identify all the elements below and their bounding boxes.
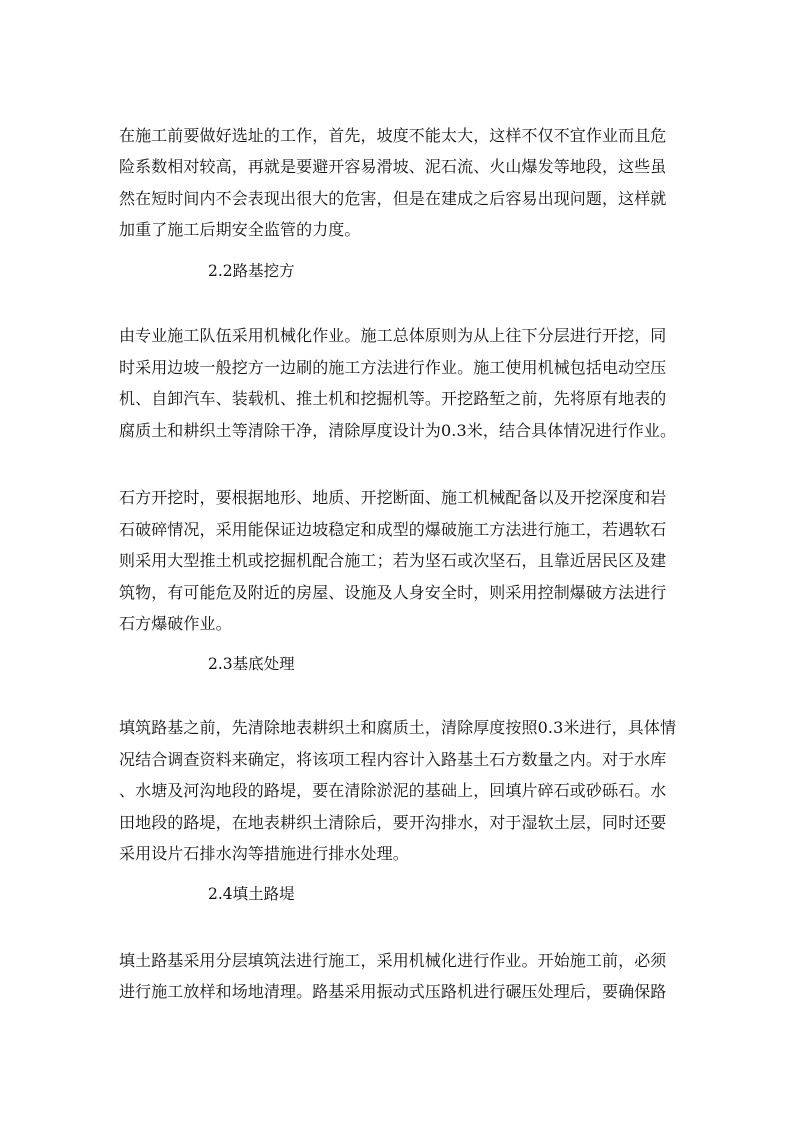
- section-heading-2-2: 2.2路基挖方: [208, 262, 295, 280]
- text-line: 石方开挖时，要根据地形、地质、开挖断面、施工机械配备以及开挖深度和岩: [119, 488, 667, 507]
- text-line: 填土路基采用分层填筑法进行施工，采用机械化进行作业。开始施工前，必须: [119, 951, 667, 970]
- text-line: 进行施工放样和场地清理。路基采用振动式压路机进行碾压处理后，要确保路: [119, 982, 667, 1001]
- text-line: 在施工前要做好选址的工作，首先，坡度不能太大，这样不仅不宜作业而且危: [119, 126, 667, 145]
- text-line: 采用设片石排水沟等措施进行排水处理。: [119, 844, 409, 863]
- text-line: 、水塘及河沟地段的路堤，要在清除淤泥的基础上，回填片碎石或砂砾石。水: [119, 781, 667, 800]
- text-line: 石方爆破作业。: [119, 614, 232, 633]
- text-line: 况结合调查资料来确定，将该项工程内容计入路基土石方数量之内。对于水库: [119, 750, 667, 769]
- text-line: 填筑路基之前，先清除地表耕织土和腐质土，清除厚度按照0.3米进行，具体情: [119, 718, 677, 737]
- text-line: 筑物，有可能危及附近的房屋、设施及人身安全时，则采用控制爆破方法进行: [119, 583, 667, 602]
- text-line: 加重了施工后期安全监管的力度。: [119, 220, 361, 239]
- text-line: 则采用大型推土机或挖掘机配合施工；若为坚石或次坚石，且靠近居民区及建: [119, 551, 667, 570]
- text-line: 田地段的路堤，在地表耕织土清除后，要开沟排水，对于湿软土层，同时还要: [119, 813, 667, 832]
- text-line: 险系数相对较高，再就是要避开容易滑坡、泥石流、火山爆发等地段，这些虽: [119, 157, 667, 176]
- section-heading-2-4: 2.4填土路堤: [208, 885, 295, 903]
- section-heading-2-3: 2.3基底处理: [208, 655, 295, 673]
- text-line: 时采用边坡一般挖方一边刷的施工方法进行作业。施工使用机械包括电动空压: [119, 358, 667, 377]
- text-line: 由专业施工队伍采用机械化作业。施工总体原则为从上往下分层进行开挖，同: [119, 326, 667, 345]
- text-line: 机、自卸汽车、装载机、推土机和挖掘机等。开挖路堑之前，先将原有地表的: [119, 389, 667, 408]
- text-line: 然在短时间内不会表现出很大的危害，但是在建成之后容易出现问题，这样就: [119, 189, 667, 208]
- text-line: 石破碎情况，采用能保证边坡稳定和成型的爆破施工方法进行施工，若遇软石: [119, 520, 667, 539]
- text-line: 腐质土和耕织土等清除干净，清除厚度设计为0.3米，结合具体情况进行作业。: [119, 421, 677, 440]
